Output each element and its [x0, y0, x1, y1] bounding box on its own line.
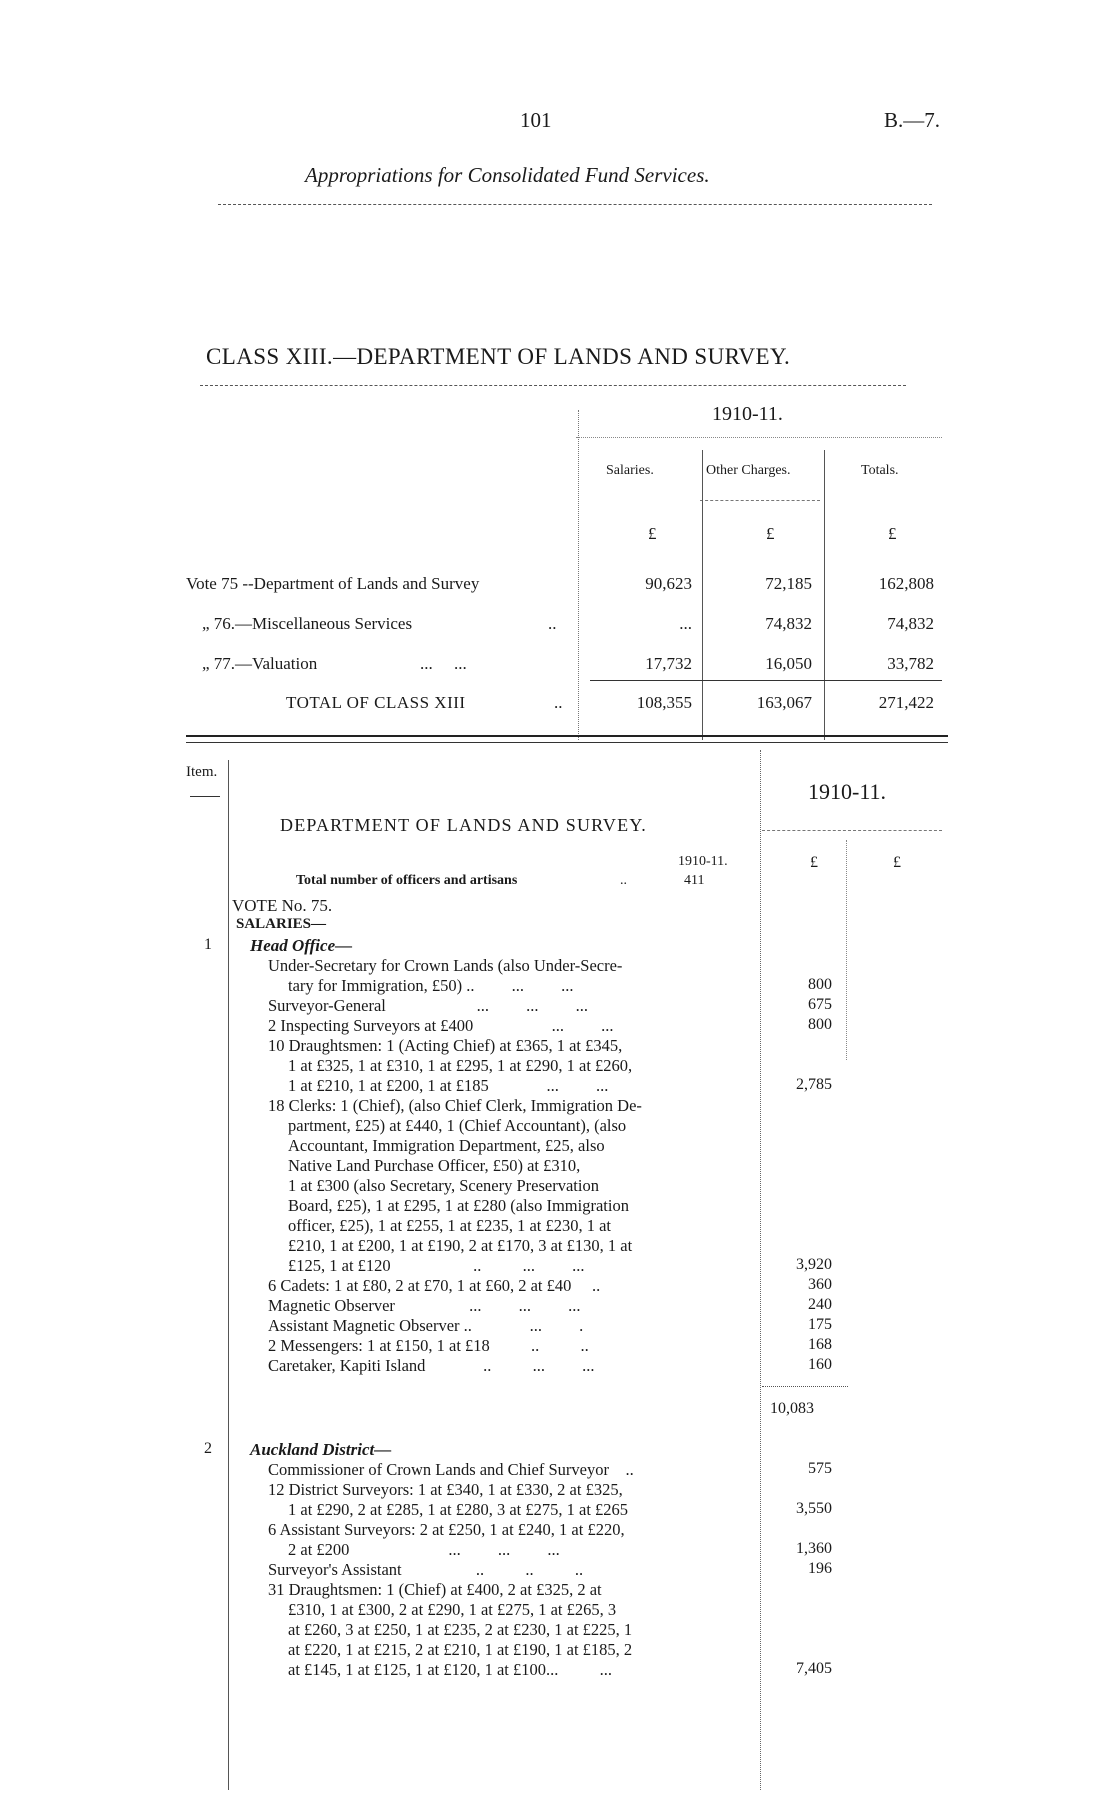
summary-row-totals: 33,782 — [887, 654, 934, 673]
estimates-year-rule — [762, 830, 942, 831]
item-total: 10,083 — [770, 1400, 814, 1417]
line-item: 2 Inspecting Surveyors at £400 ... ... — [268, 1016, 614, 1035]
line-item: tary for Immigration, £50) .. ... ... — [288, 976, 574, 995]
line-item: Native Land Purchase Officer, £50) at £310, — [288, 1156, 581, 1175]
line-amount: 3,920 — [796, 1256, 832, 1273]
item-column-divider — [228, 760, 229, 1790]
summary-row-totals: 162,808 — [878, 574, 934, 593]
item1-subtotal-rule — [762, 1386, 848, 1387]
summary-row-label: Vote 75 --Department of Lands and Survey — [186, 574, 480, 593]
line-amount: 196 — [808, 1560, 832, 1577]
currency-amount-col: £ — [810, 854, 818, 871]
summary-row-other: 16,050 — [765, 654, 812, 673]
line-item: officer, £25), 1 at £255, 1 at £235, 1 at £230, 1 at — [288, 1216, 612, 1235]
line-amount: 1,360 — [796, 1540, 832, 1557]
line-item: 1 at £300 (also Secretary, Scenery Preservation — [288, 1176, 599, 1195]
summary-year-rule — [576, 437, 942, 438]
line-item: Assistant Magnetic Observer .. ... . — [268, 1316, 584, 1335]
line-item: 6 Cadets: 1 at £80, 2 at £70, 1 at £60, 2 at £40 .. — [268, 1276, 601, 1295]
page-number: 101 — [520, 108, 552, 132]
line-item: 6 Assistant Surveyors: 2 at £250, 1 at £240, 1 at £220, — [268, 1520, 625, 1539]
line-amount: 175 — [808, 1316, 832, 1333]
officers-year: 1910-11. — [678, 854, 728, 869]
summary-bottom-rule-2 — [186, 742, 948, 743]
item-column-header: Item. — [186, 764, 218, 780]
line-item: 10 Draughtsmen: 1 (Acting Chief) at £365, 1 at £345, — [268, 1036, 623, 1055]
summary-bottom-rule-1 — [186, 735, 948, 737]
line-amount: 7,405 — [796, 1660, 832, 1677]
col-header-totals: Totals. — [861, 463, 899, 478]
line-item: 12 District Surveyors: 1 at £340, 1 at £330, 2 at £325, — [268, 1480, 623, 1499]
line-item: Accountant, Immigration Department, £25, also — [288, 1136, 605, 1155]
item-header-rule — [190, 796, 220, 797]
line-amount: 160 — [808, 1356, 832, 1373]
summary-row-label: „ 76.—Miscellaneous Services — [202, 614, 413, 633]
summary-col-divider-1 — [578, 410, 579, 740]
summary-subtotal-rule — [590, 680, 942, 681]
line-amount: 675 — [808, 996, 832, 1013]
summary-total-label: TOTAL OF CLASS XIII — [286, 693, 466, 712]
department-title: DEPARTMENT OF LANDS AND SURVEY. — [280, 815, 647, 835]
item-title: Head Office— — [250, 936, 353, 955]
summary-row-leader: ... ... — [420, 654, 467, 673]
summary-row-label: „ 77.—Valuation — [202, 654, 318, 673]
summary-year: 1910-11. — [712, 403, 783, 425]
line-item: at £220, 1 at £215, 2 at £210, 1 at £190, 1 at £185, 2 — [288, 1640, 633, 1659]
summary-row-other: 72,185 — [765, 574, 812, 593]
line-item: Board, £25), 1 at £295, 1 at £280 (also Immigration — [288, 1196, 629, 1215]
line-item: 1 at £325, 1 at £310, 1 at £295, 1 at £290, 1 at £260, — [288, 1056, 633, 1075]
summary-row-salaries: 17,732 — [645, 654, 692, 673]
line-item: 2 at £200 ... ... ... — [288, 1540, 560, 1559]
line-item: Surveyor-General ... ... ... — [268, 996, 588, 1015]
summary-row-leader: .. — [548, 614, 557, 633]
line-item: Commissioner of Crown Lands and Chief Surveyor .. — [268, 1460, 634, 1479]
line-item: Caretaker, Kapiti Island .. ... ... — [268, 1356, 595, 1375]
salaries-label: SALARIES— — [236, 916, 327, 932]
line-item: 18 Clerks: 1 (Chief), (also Chief Clerk, Immigration De- — [268, 1096, 642, 1115]
col-header-other-charges: Other Charges. — [706, 463, 791, 478]
page-subtitle: Appropriations for Consolidated Fund Services. — [305, 163, 710, 187]
line-amount: 168 — [808, 1336, 832, 1353]
line-amount: 800 — [808, 1016, 832, 1033]
item-number: 1 — [204, 936, 212, 953]
line-amount: 3,550 — [796, 1500, 832, 1517]
line-item: partment, £25) at £440, 1 (Chief Accountant), (also — [288, 1116, 627, 1135]
summary-total-leader: .. — [554, 693, 563, 712]
line-item: Magnetic Observer ... ... ... — [268, 1296, 581, 1315]
class-title: CLASS XIII.—DEPARTMENT OF LANDS AND SURVEY. — [206, 344, 791, 369]
line-item: Surveyor's Assistant .. .. .. — [268, 1560, 584, 1579]
item-number: 2 — [204, 1440, 212, 1457]
class-title-rule — [200, 385, 906, 386]
summary-row-salaries: 90,623 — [645, 574, 692, 593]
line-item: at £145, 1 at £125, 1 at £120, 1 at £100... ... — [288, 1660, 613, 1679]
line-item: 31 Draughtsmen: 1 (Chief) at £400, 2 at £325, 2 at — [268, 1580, 602, 1599]
summary-row-totals: 74,832 — [887, 614, 934, 633]
summary-total-other: 163,067 — [756, 693, 812, 712]
document-reference: B.—7. — [884, 108, 941, 132]
summary-row-salaries: ... — [679, 614, 692, 633]
amount-column-divider-2 — [846, 840, 847, 1060]
currency-other: £ — [766, 524, 775, 543]
officers-leader: .. — [620, 873, 627, 888]
line-item: 2 Messengers: 1 at £150, 1 at £18 .. .. — [268, 1336, 589, 1355]
line-item: £310, 1 at £300, 2 at £290, 1 at £275, 1 at £265, 3 — [288, 1600, 617, 1619]
currency-totals: £ — [888, 524, 897, 543]
currency-total-col: £ — [893, 854, 901, 871]
summary-total-totals: 271,422 — [878, 693, 934, 712]
line-amount: 575 — [808, 1460, 832, 1477]
line-amount: 360 — [808, 1276, 832, 1293]
summary-total-salaries: 108,355 — [636, 693, 692, 712]
item-title: Auckland District— — [250, 1440, 392, 1459]
col-header-rule — [700, 500, 820, 501]
summary-col-divider-3 — [824, 450, 825, 740]
amount-column-divider — [760, 750, 761, 1790]
col-header-salaries: Salaries. — [606, 463, 654, 478]
line-item: £210, 1 at £200, 1 at £190, 2 at £170, 3 at £130, 1 at — [288, 1236, 633, 1255]
header-rule — [218, 204, 932, 205]
line-item: at £260, 3 at £250, 1 at £235, 2 at £230, 1 at £225, 1 — [288, 1620, 633, 1639]
currency-salaries: £ — [648, 524, 657, 543]
officers-label: Total number of officers and artisans — [296, 873, 518, 888]
line-item: 1 at £210, 1 at £200, 1 at £185 ... ... — [288, 1076, 609, 1095]
line-item: £125, 1 at £120 .. ... ... — [288, 1256, 585, 1275]
vote-label: VOTE No. 75. — [232, 896, 333, 915]
line-item: 1 at £290, 2 at £285, 1 at £280, 3 at £275, 1 at £265 — [288, 1500, 629, 1519]
line-item: Under-Secretary for Crown Lands (also Under-Secre- — [268, 956, 623, 975]
line-amount: 800 — [808, 976, 832, 993]
line-amount: 2,785 — [796, 1076, 832, 1093]
summary-row-other: 74,832 — [765, 614, 812, 633]
line-amount: 240 — [808, 1296, 832, 1313]
estimates-year: 1910-11. — [808, 779, 887, 804]
summary-col-divider-2 — [702, 450, 703, 740]
officers-count: 411 — [684, 873, 705, 888]
